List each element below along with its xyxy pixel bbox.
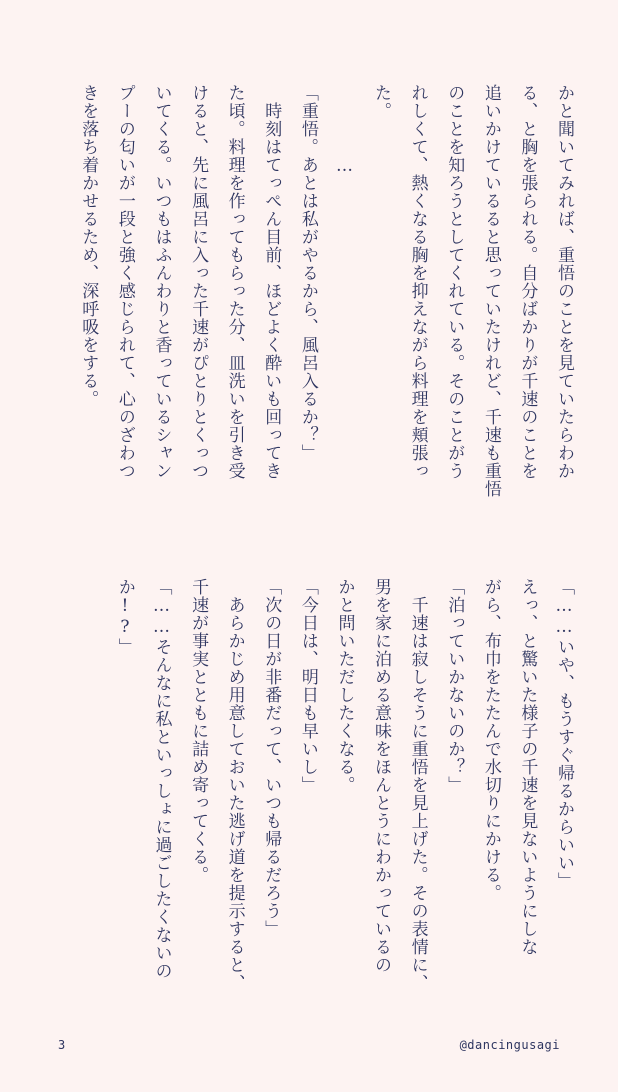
scene-break: … <box>334 84 355 177</box>
text-line: れしくて、熱くなる胸を抑えながら料理を頬張っ <box>407 84 428 480</box>
text-line: 「重悟。あとは私がやるから、風呂入るか？」 <box>297 84 318 462</box>
text-line: がら、布巾をたたんで水切りにかける。 <box>480 578 501 902</box>
text-line: 「次の日が非番だって、いつも帰るだろう」 <box>261 578 282 938</box>
text-line: 「……そんなに私といっしょに過ごしたくないの <box>151 578 172 980</box>
text-line: 男を家に泊める意味をほんとうにわかっているの <box>371 578 392 974</box>
text-line: 「……いや、もうすぐ帰るからいい」 <box>554 578 574 890</box>
text-line: えっ、と驚いた様子の千速を見ないようにしな <box>517 578 538 956</box>
text-line: のことを知ろうとしてくれている。そのことがう <box>444 84 465 480</box>
text-line: いてくる。いつもはふんわりと香っているシャン <box>151 84 172 480</box>
text-line: 時刻はてっぺん目前、ほどよく酔いも回ってき <box>261 84 282 480</box>
text-line: プーの匂いが一段と強く感じられて、心のざわつ <box>114 84 135 480</box>
text-line: 千速が事実とともに詰め寄ってくる。 <box>188 578 209 884</box>
text-line: あらかじめ用意しておいた逃げ道を提示すると、 <box>224 578 245 992</box>
author-handle: @dancingusagi <box>459 1038 560 1052</box>
text-line: 追いかけているると思っていたけれど、千速も重悟 <box>480 84 501 498</box>
text-block-bottom <box>106 578 582 1018</box>
text-line: る、と胸を張られる。自分ばかりが千速のことを <box>517 84 538 480</box>
text-line: た。 <box>371 84 392 120</box>
text-line: きを落ち着かせるため、深呼吸をする。 <box>78 84 99 408</box>
text-block-top <box>70 84 582 524</box>
text-line: 千速は寂しそうに重悟を見上げた。その表情に、 <box>407 578 428 992</box>
text-line: かと聞いてみれば、重悟のことを見ていたらわか <box>554 84 574 480</box>
text-line: か!?」 <box>114 578 135 656</box>
page-number: 3 <box>58 1038 66 1052</box>
text-line: かと問いただしたくなる。 <box>334 578 355 794</box>
text-line: 「泊っていかないのか？」 <box>444 578 465 794</box>
text-line: た頃。料理を作ってもらった分、皿洗いを引き受 <box>224 84 245 480</box>
text-line: けると、先に風呂に入った千速がぴとりとくっつ <box>188 84 209 480</box>
text-line: 「今日は、明日も早いし」 <box>297 578 318 794</box>
